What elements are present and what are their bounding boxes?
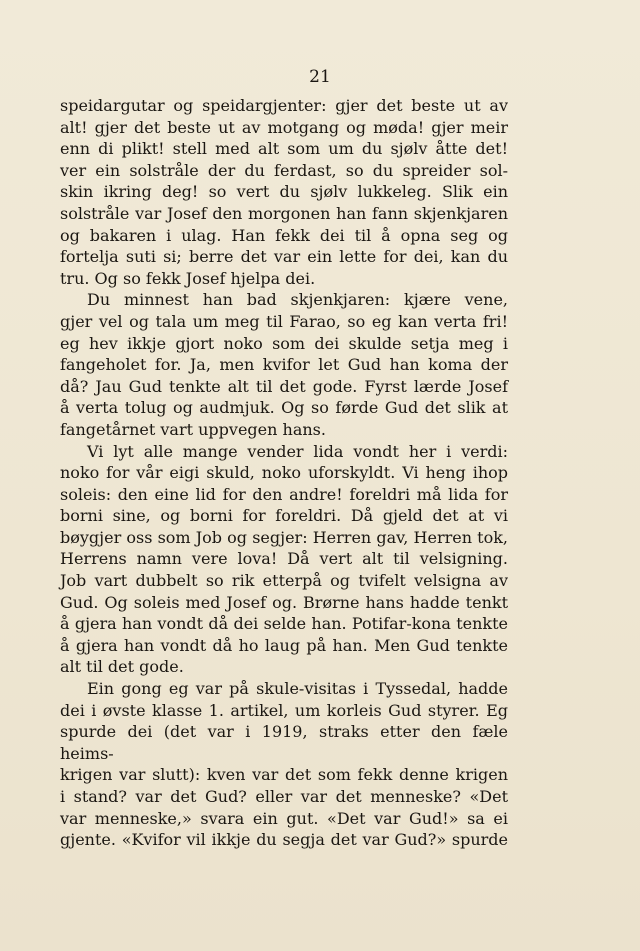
- text-line: alt! gjer det beste ut av motgang og møda! gjer meir: [60, 117, 508, 137]
- paragraph: [60, 441, 508, 679]
- text-line: Gud. Og soleis med Josef og. Brørne hans hadde tenkt: [60, 592, 508, 612]
- text-line: Du minnest han bad skjenkjaren: kjære vene,: [87, 290, 508, 310]
- text-line: skin ikring deg! so vert du sjølv lukkeleg. Slik ein: [60, 182, 508, 202]
- text-line: speidargutar og speidargjenter: gjer det beste ut av: [60, 96, 508, 115]
- paragraph: [60, 95, 508, 289]
- page-number: 21: [309, 67, 331, 87]
- text-line: noko for vår eigi skuld, noko uforskyldt. Vi heng ihop: [60, 463, 508, 483]
- paragraph: [60, 678, 508, 851]
- text-line: spurde dei (det var i 1919, straks etter den fæle heims-: [60, 722, 508, 763]
- text-line: alt til det gode.: [60, 657, 184, 677]
- text-line: Herrens namn vere lova! Då vert alt til velsigning.: [60, 549, 508, 569]
- text-line: fortelja suti si; berre det var ein lette for dei, kan du: [60, 247, 508, 267]
- body-text: [60, 95, 508, 851]
- text-line: ver ein solstråle der du ferdast, so du spreider sol-: [60, 160, 508, 180]
- text-line: gjente. «Kvifor vil ikkje du segja det var Gud?» spurde: [60, 830, 508, 850]
- text-line: fangeholet for. Ja, men kvifor let Gud han koma der: [60, 355, 508, 375]
- paragraph: [60, 289, 508, 440]
- text-line: å gjera han vondt då ho laug på han. Men Gud tenkte: [60, 635, 508, 655]
- text-line: dei i øvste klasse 1. artikel, um korleis Gud styrer. Eg: [60, 700, 508, 720]
- text-line: soleis: den eine lid for den andre! foreldri må lida for: [60, 484, 508, 504]
- text-line: enn di plikt! stell med alt som um du sjølv åtte det!: [60, 139, 508, 159]
- text-line: gjer vel og tala um meg til Farao, so eg kan verta fri!: [60, 311, 508, 331]
- text-line: borni sine, og borni for foreldri. Då gjeld det at vi: [60, 506, 508, 526]
- text-line: krigen var slutt): kven var det som fekk denne krigen: [60, 765, 508, 785]
- text-line: då? Jau Gud tenkte alt til det gode. Fyrst lærde Josef: [60, 376, 508, 396]
- text-line: å verta tolug og audmjuk. Og so førde Gud det slik at: [60, 398, 508, 418]
- text-line: å gjera han vondt då dei selde han. Potifar-kona tenkte: [60, 614, 508, 634]
- text-line: Ein gong eg var på skule-visitas i Tyssedal, hadde: [87, 679, 508, 699]
- text-line: i stand? var det Gud? eller var det menneske? «Det: [60, 787, 508, 806]
- text-line: Job vart dubbelt so rik etterpå og tvifelt velsigna av: [60, 571, 508, 591]
- text-line: eg hev ikkje gjort noko som dei skulde setja meg i: [60, 333, 508, 353]
- text-line: fangetårnet vart uppvegen hans.: [60, 419, 326, 439]
- text-line: bøygjer oss som Job og segjer: Herren gav, Herren tok,: [60, 527, 508, 547]
- text-line: solstråle var Josef den morgonen han fann skjenkjaren: [60, 203, 508, 223]
- text-line: tru. Og so fekk Josef hjelpa dei.: [60, 268, 316, 288]
- text-line: og bakaren i ulag. Han fekk dei til å opna seg og: [60, 225, 508, 245]
- text-line: var menneske,» svara ein gut. «Det var Gud!» sa ei: [60, 808, 508, 828]
- text-line: Vi lyt alle mange vender lida vondt her i verdi:: [87, 441, 508, 461]
